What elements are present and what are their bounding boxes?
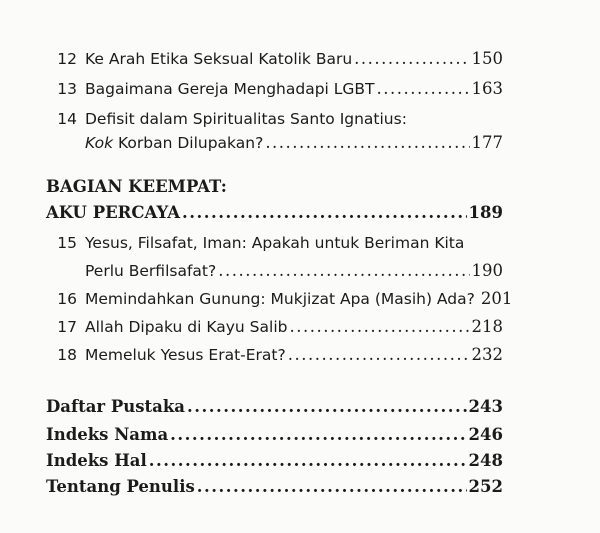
chapter-number: 13: [57, 80, 77, 98]
dot-leader: [289, 312, 469, 342]
dot-leader: [265, 128, 469, 158]
page-number: 163: [471, 79, 503, 98]
backmatter-title: Tentang Penulis: [46, 477, 195, 496]
dot-leader: [187, 392, 467, 422]
dot-leader: [182, 198, 467, 228]
toc-entry-12[interactable]: [0, 44, 600, 74]
part-heading: BAGIAN KEEMPAT:: [46, 177, 227, 196]
chapter-title: Bagaimana Gereja Menghadapi LGBT: [85, 80, 375, 98]
toc-entry-15-cont[interactable]: [0, 256, 600, 286]
chapter-number: 15: [57, 234, 77, 252]
toc-entry-tentang-penulis[interactable]: [0, 472, 600, 502]
page-number: 190: [471, 261, 503, 280]
dot-leader: [354, 44, 469, 74]
chapter-title: Allah Dipaku di Kayu Salib: [85, 318, 288, 336]
chapter-title-line1: Defisit dalam Spiritualitas Santo Ignatius:: [85, 110, 407, 128]
chapter-title-line2: [85, 128, 263, 158]
page-number: 243: [468, 397, 503, 416]
chapter-number: 16: [57, 290, 77, 308]
title-rest: Korban Dilupakan?: [113, 134, 264, 152]
toc-entry-16[interactable]: [0, 284, 600, 314]
toc-entry-17[interactable]: [0, 312, 600, 342]
dot-leader: [288, 340, 470, 370]
page-number: 177: [471, 133, 503, 152]
chapter-title: Ke Arah Etika Seksual Katolik Baru: [85, 50, 353, 68]
page-number: 246: [468, 425, 503, 444]
dot-leader: [377, 74, 470, 104]
chapter-number: 17: [57, 318, 77, 336]
part-title: AKU PERCAYA: [46, 203, 181, 222]
dot-leader: [218, 256, 469, 286]
page-number: 201: [480, 289, 513, 308]
dot-leader: [197, 472, 467, 502]
toc-entry-13[interactable]: [0, 74, 600, 104]
toc-entry-part4[interactable]: [0, 198, 600, 228]
page-number: 189: [468, 203, 503, 222]
backmatter-title: Daftar Pustaka: [46, 397, 185, 416]
toc-entry-15[interactable]: [0, 228, 600, 258]
italic-word: Kok: [85, 134, 114, 152]
chapter-title-line1: Yesus, Filsafat, Iman: Apakah untuk Beriman Kita: [85, 234, 465, 252]
backmatter-title: Indeks Hal: [46, 451, 147, 470]
page-number: 252: [468, 477, 503, 496]
chapter-number: 12: [57, 50, 77, 68]
page-number: 150: [471, 49, 503, 68]
page-number: 218: [471, 317, 503, 336]
backmatter-title: Indeks Nama: [46, 425, 169, 444]
chapter-title-line2: Perlu Berfilsafat?: [85, 262, 217, 280]
page-number: 248: [468, 451, 503, 470]
chapter-number: 18: [57, 346, 77, 364]
chapter-title: Memindahkan Gunung: Mukjizat Apa (Masih) Ada?: [85, 290, 475, 308]
chapter-title: Memeluk Yesus Erat-Erat?: [85, 346, 286, 364]
toc-entry-18[interactable]: [0, 340, 600, 370]
page-number: 232: [471, 345, 503, 364]
toc-entry-daftar-pustaka[interactable]: [0, 392, 600, 422]
toc-entry-14-cont[interactable]: [0, 128, 600, 158]
chapter-number: 14: [57, 110, 77, 128]
